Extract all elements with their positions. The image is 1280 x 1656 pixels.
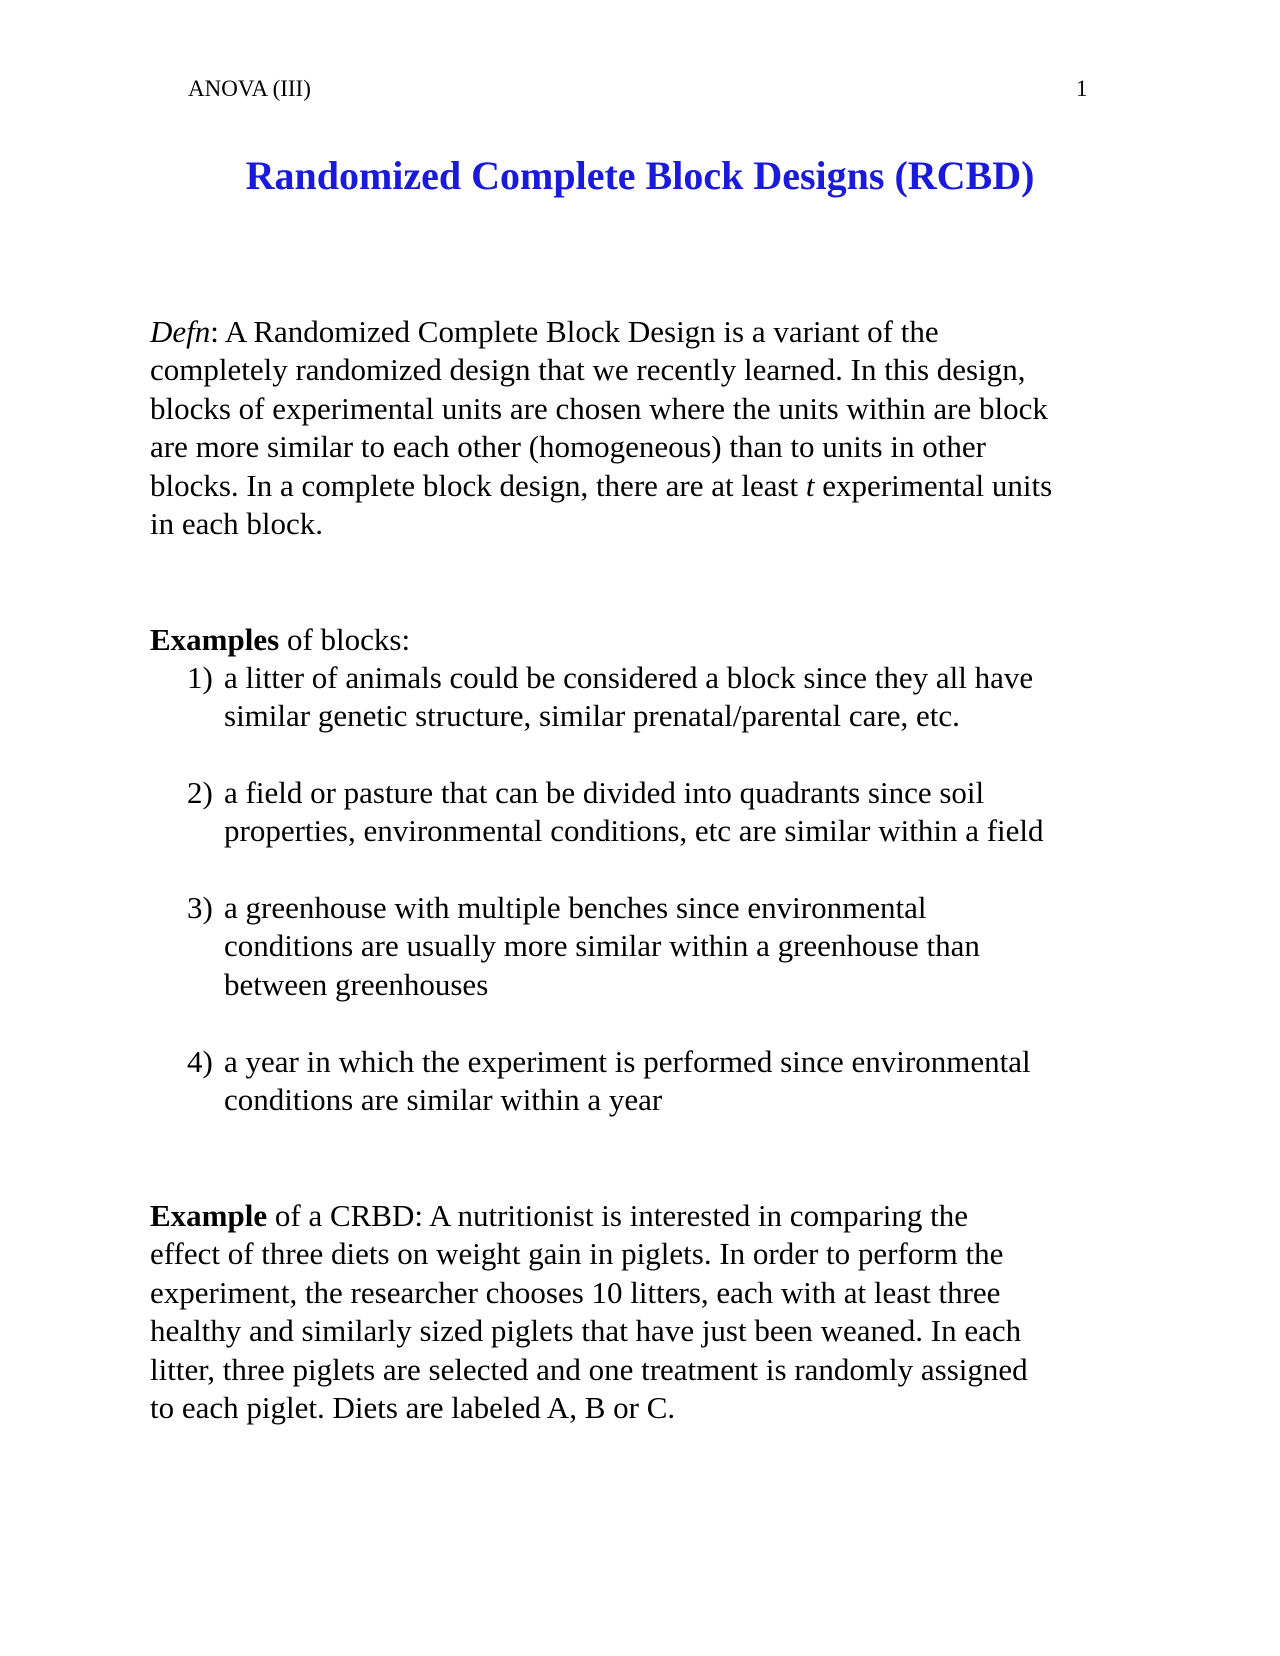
variable-t: t: [805, 467, 815, 503]
list-number: 4): [187, 1044, 213, 1079]
definition-line: Defn: A Randomized Complete Block Design is a variant of the: [150, 314, 939, 349]
examples-heading: Examples of blocks:: [150, 622, 411, 657]
list-item-text: a year in which the experiment is performed since environmental conditions are similar within a year: [224, 1044, 1031, 1118]
definition-line: in each block.: [150, 506, 324, 542]
list-number: 3): [187, 890, 213, 925]
page-title: Randomized Complete Block Designs (RCBD): [245, 153, 1035, 198]
list-number: 2): [187, 775, 213, 810]
definition-line: blocks of experimental units are chosen where the units within are block: [150, 390, 1048, 426]
definition-line: are more similar to each other (homogeneous) than to units in other: [150, 429, 986, 465]
running-header: ANOVA (III): [188, 76, 311, 101]
definition-line: completely randomized design that we recently learned. In this design,: [150, 352, 1026, 388]
example-heading: Example: [150, 1198, 268, 1233]
list-number: 1): [187, 660, 213, 695]
page-number: 1: [1076, 76, 1088, 101]
definition-paragraph: [150, 313, 1150, 543]
crbd-example-paragraph: Example of a CRBD: A nutritionist is interested in comparing the effect of three diets on weight gain in piglets. In order to perform the experiment, the researcher chooses 10 litters, each with at least three healthy and similarly sized piglets that have just been weaned. In each litter, three piglets are selected and one treatment is randomly assigned to each piglet. Diets are labeled A, B or C.: [150, 1198, 1028, 1426]
definition-line: blocks. In a complete block design, there are at least t experimental units: [150, 467, 1053, 503]
definition-term: Defn: [150, 314, 211, 349]
list-item-text: a greenhouse with multiple benches since environmental conditions are usually more similar within a greenhouse than between greenhouses: [224, 890, 980, 1002]
list-item-text: a litter of animals could be considered a block since they all have similar genetic structure, similar prenatal/parental care, etc.: [224, 660, 1034, 734]
list-item-text: a field or pasture that can be divided into quadrants since soil properties, environmental conditions, etc are similar within a field: [224, 775, 1044, 849]
